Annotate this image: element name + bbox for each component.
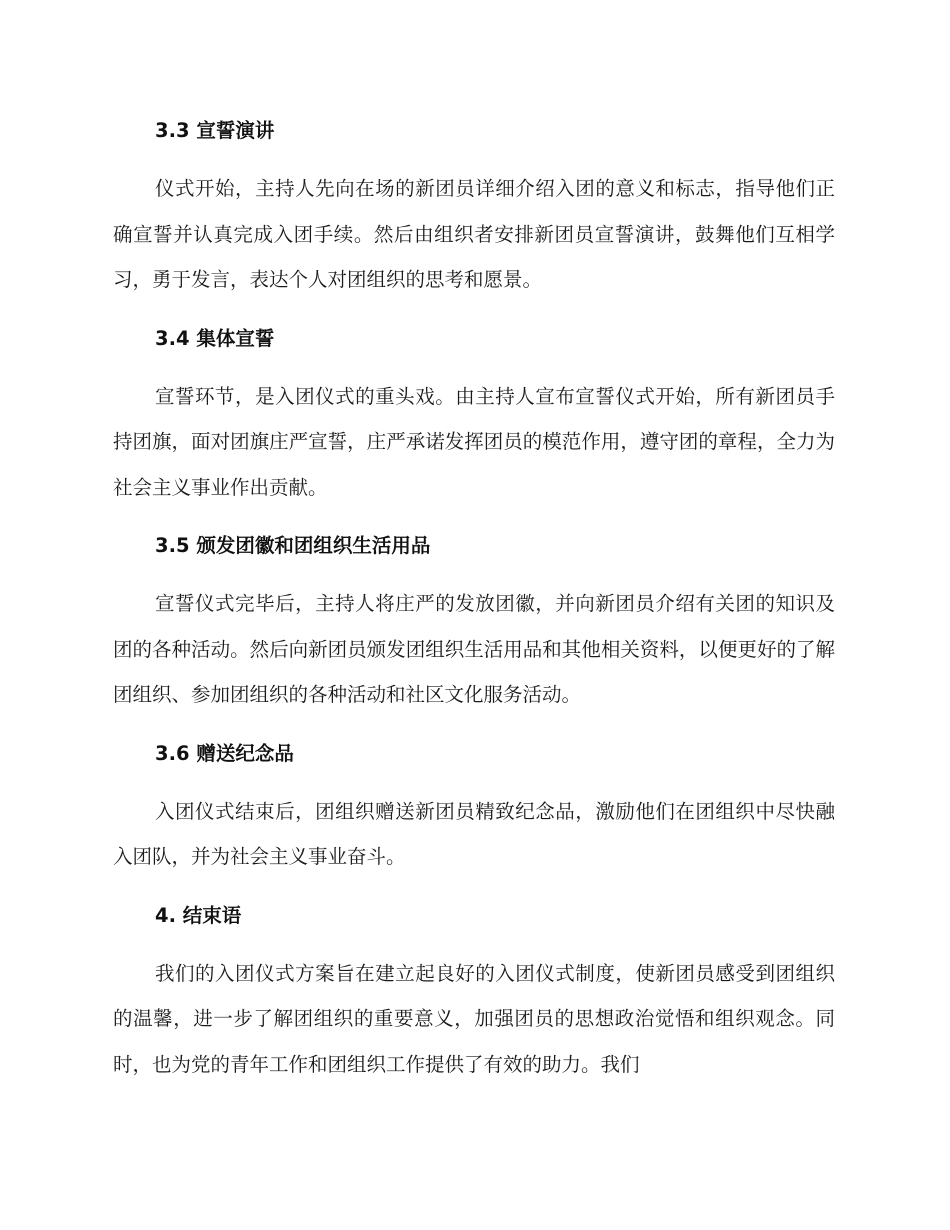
- section-3-3: [113, 108, 835, 316]
- section-paragraph: 我们的入团仪式方案旨在建立起良好的入团仪式制度，使新团员感受到团组织的温馨，进一步了解团组织的重要意义，加强团员的思想政治觉悟和组织观念。同时，也为党的青年工作和团组织工作提供了有效的助力。我们: [113, 961, 835, 1076]
- section-4: [113, 893, 835, 1088]
- section-paragraph: 仪式开始，主持人先向在场的新团员详细介绍入团的意义和标志，指导他们正确宣誓并认真完成入团手续。然后由组织者安排新团员宣誓演讲，鼓舞他们互相学习，勇于发言，表达个人对团组织的思考和愿景。: [113, 177, 835, 291]
- section-heading: 3.6 赠送纪念品: [155, 741, 294, 765]
- document-body: [113, 108, 835, 1087]
- section-heading: 3.5 颁发团徽和团组织生活用品: [155, 534, 431, 557]
- section-heading: 4. 结束语: [155, 903, 242, 927]
- section-3-6: [113, 731, 835, 893]
- section-paragraph: 宣誓环节，是入团仪式的重头戏。由主持人宣布宣誓仪式开始，所有新团员手持团旗，面对团旗庄严宣誓，庄严承诺发挥团员的模范作用，遵守团的章程，全力为社会主义事业作出贡献。: [113, 384, 835, 499]
- section-paragraph: 入团仪式结束后，团组织赠送新团员精致纪念品，激励他们在团组织中尽快融入团队，并为社会主义事业奋斗。: [113, 799, 835, 868]
- section-paragraph: 宣誓仪式完毕后，主持人将庄严的发放团徽，并向新团员介绍有关团的知识及团的各种活动。然后向新团员颁发团组织生活用品和其他相关资料，以便更好的了解团组织、参加团组织的各种活动和社区文化服务活动。: [113, 592, 835, 706]
- section-3-4: [113, 316, 835, 524]
- section-heading: 3.3 宣誓演讲: [155, 119, 275, 142]
- section-heading: 3.4 集体宣誓: [155, 326, 275, 350]
- section-3-5: [113, 523, 835, 731]
